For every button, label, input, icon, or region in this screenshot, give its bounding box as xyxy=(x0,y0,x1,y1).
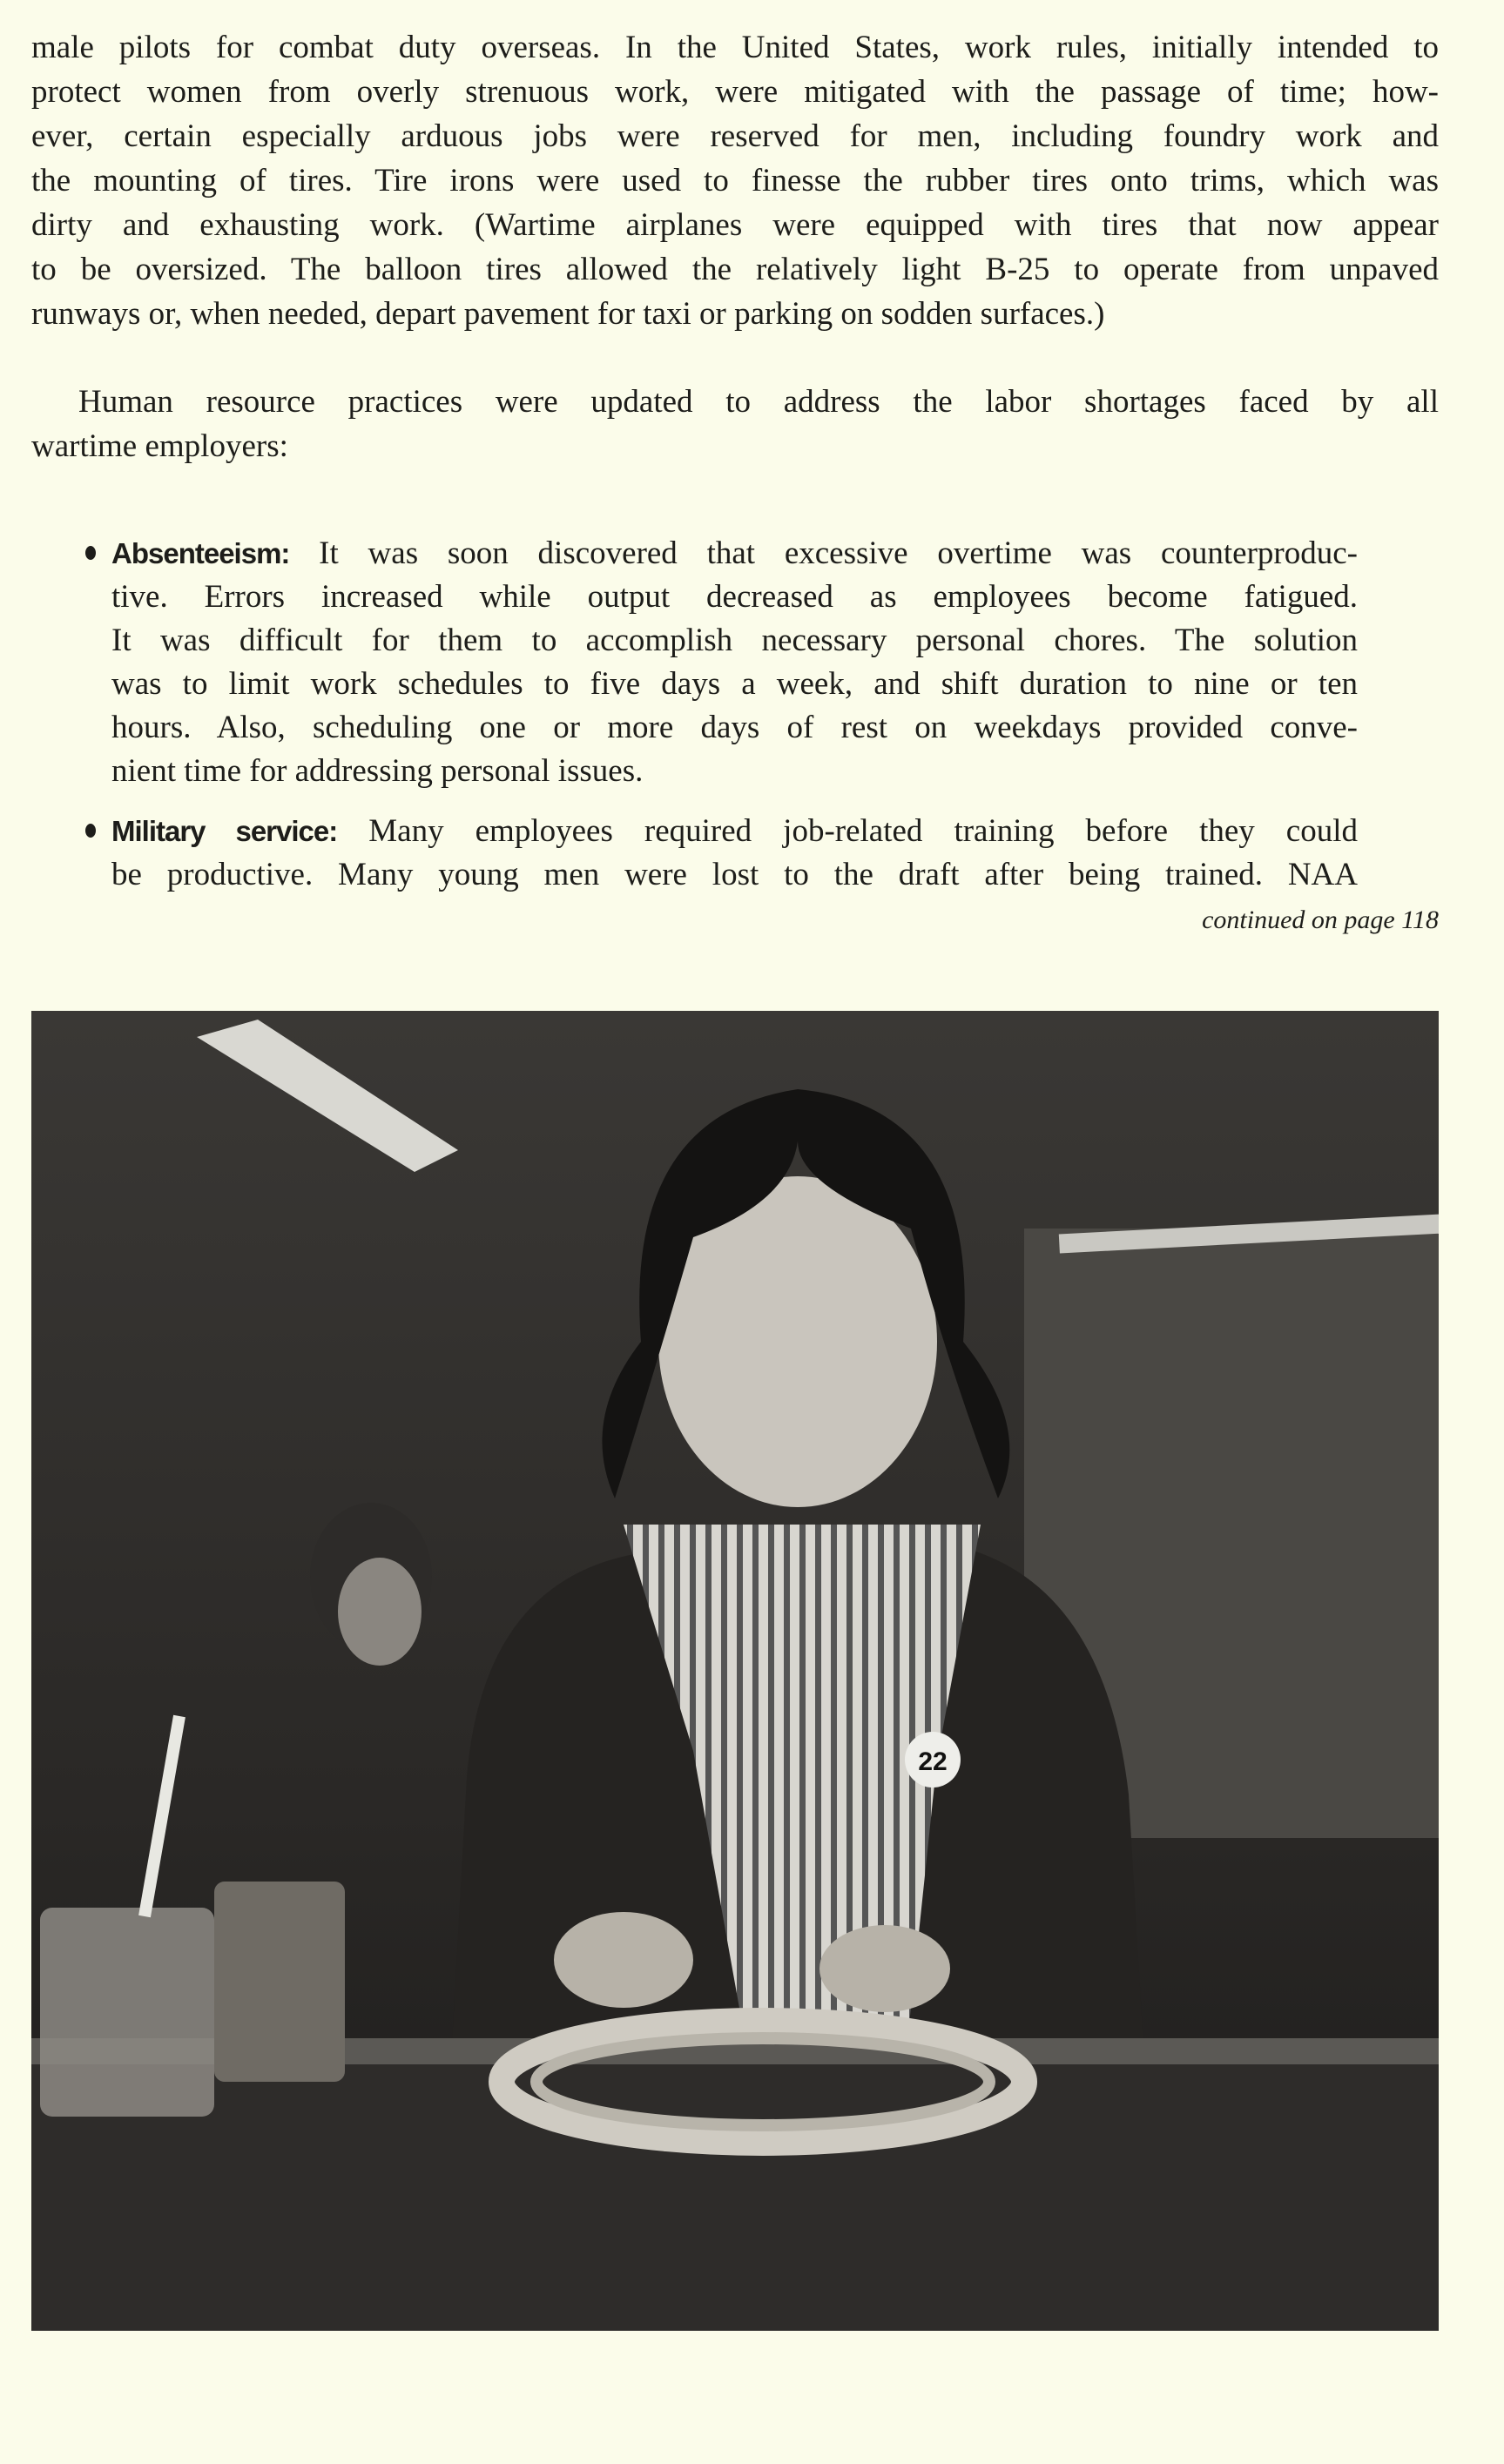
text-line: tive. Errors increased while output decreased as employees become fatigued. xyxy=(111,579,1358,615)
text-line: the mounting of tires. Tire irons were used to finesse the rubber tires onto trims, which was xyxy=(31,163,1439,199)
bullet-first-line xyxy=(111,531,1358,576)
text-line: wartime employers: xyxy=(31,428,288,464)
hand-right xyxy=(819,1925,950,2012)
text-line: nient time for addressing personal issues. xyxy=(111,753,644,789)
badge-number: 22 xyxy=(918,1747,948,1776)
continued-note: continued on page 118 xyxy=(1202,905,1439,934)
text-line: Human resource practices were updated to address the labor shortages faced by all xyxy=(78,384,1439,420)
text-line: protect women from overly strenuous work, were mitigated with the passage of time; how- xyxy=(31,74,1439,110)
hand-left xyxy=(554,1912,693,2008)
text-line: hours. Also, scheduling one or more days of rest on weekdays provided conve- xyxy=(111,710,1358,745)
workbench xyxy=(31,2056,1439,2331)
text-line: It was difficult for them to accomplish necessary personal chores. The solution xyxy=(111,623,1358,658)
text-line: ever, certain especially arduous jobs were reserved for men, including foundry work and xyxy=(31,118,1439,154)
photo-woman-wiring xyxy=(31,1011,1439,2331)
bullet-lead: Military service: xyxy=(111,815,338,847)
text-line: dirty and exhausting work. (Wartime airplanes were equipped with tires that now appear xyxy=(31,207,1439,243)
text-line: Many employees required job-related training before they could xyxy=(337,813,1358,849)
paste-jar xyxy=(214,1882,345,2082)
bullet-icon xyxy=(85,824,96,838)
text-line: It was soon discovered that excessive overtime was counterproduc- xyxy=(289,535,1358,571)
text-line: runways or, when needed, depart pavement for taxi or parking on sodden surfaces.) xyxy=(31,296,1105,332)
bullet-first-line xyxy=(111,809,1358,853)
bullet-icon xyxy=(85,546,96,560)
text-line: was to limit work schedules to five days a week, and shift duration to nine or ten xyxy=(111,666,1358,702)
text-line: male pilots for combat duty overseas. In the United States, work rules, initially intended to xyxy=(31,30,1439,65)
glass-jar xyxy=(40,1908,214,2117)
text-line: to be oversized. The balloon tires allowed the relatively light B-25 to operate from unpaved xyxy=(31,252,1439,287)
bullet-lead: Absenteeism: xyxy=(111,537,290,569)
text-line: be productive. Many young men were lost to the draft after being trained. NAA xyxy=(111,857,1358,892)
